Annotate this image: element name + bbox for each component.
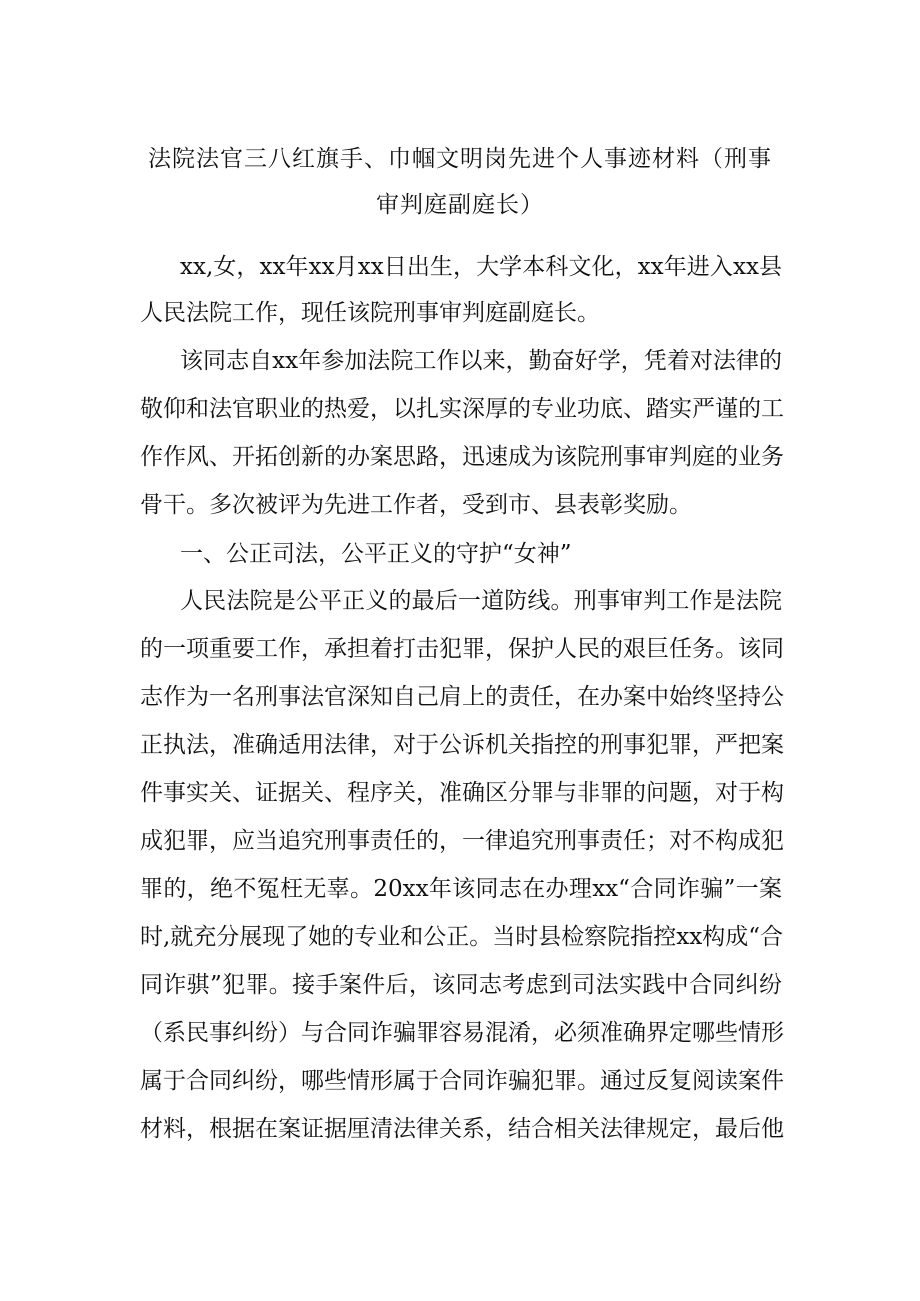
paragraph-4-line-8: 时,就充分展现了她的专业和公正。当时县检察院指控xx构成“合 — [140, 924, 784, 950]
paragraph-4-line-11: 属于合同纠纷，哪些情形属于合同诈骗犯罪。通过反复阅读案件 — [140, 1068, 784, 1094]
paragraph-4-line-7: 罪的，绝不冤枉无辜。20xx年该同志在办理xx“合同诈骗”一案 — [140, 876, 782, 902]
paragraph-1-line-1: xx,女，xx年xx月xx日出生，大学本科文化，xx年进入xx县 — [180, 254, 782, 280]
paragraph-2-line-4: 骨干。多次被评为先进工作者，受到市、县表彰奖励。 — [140, 492, 692, 518]
paragraph-2-line-2: 敬仰和法官职业的热爱，以扎实深厚的专业功底、踏实严谨的工 — [140, 396, 784, 422]
paragraph-4-line-10: （系民事纠纷）与合同诈骗罪容易混淆，必须准确界定哪些情形 — [140, 1020, 784, 1046]
section-heading-1: 一、公正司法，公平正义的守护“女神” — [180, 541, 572, 567]
paragraph-4-line-2: 的一项重要工作，承担着打击犯罪，保护人民的艰巨任务。该同 — [140, 636, 784, 662]
paragraph-4-line-3: 志作为一名刑事法官深知自己肩上的责任，在办案中始终坚持公 — [140, 684, 784, 710]
paragraph-4-line-6: 成犯罪，应当追究刑事责任的，一律追究刑事责任；对不构成犯 — [140, 828, 784, 854]
paragraph-4-line-9: 同诈骐”犯罪。接手案件后，该同志考虑到司法实践中合同纠纷 — [140, 972, 782, 998]
paragraph-1-line-2: 人民法院工作，现任该院刑事审判庭副庭长。 — [140, 300, 600, 326]
paragraph-4-line-5: 件事实关、证据关、程序关，准确区分罪与非罪的问题，对于构 — [140, 780, 784, 806]
paragraph-2-line-3: 作作风、开拓创新的办案思路，迅速成为该院刑事审判庭的业务 — [140, 444, 784, 470]
paragraph-2-line-1: 该同志自xx年参加法院工作以来，勤奋好学，凭着对法律的 — [180, 348, 782, 374]
document-title-line-2: 审判庭副庭长） — [376, 192, 544, 218]
paragraph-4-line-4: 正执法，准确适用法律，对于公诉机关指控的刑事犯罪，严把案 — [140, 732, 784, 758]
paragraph-4-line-1: 人民法院是公平正义的最后一道防线。刑事审判工作是法院 — [180, 588, 782, 614]
document-title-line-1: 法院法官三八红旗手、巾帼文明岗先进个人事迹材料（刑事 — [148, 146, 772, 172]
paragraph-4-line-12: 材料，根据在案证据厘清法律关系，结合相关法律规定，最后他 — [140, 1116, 784, 1142]
